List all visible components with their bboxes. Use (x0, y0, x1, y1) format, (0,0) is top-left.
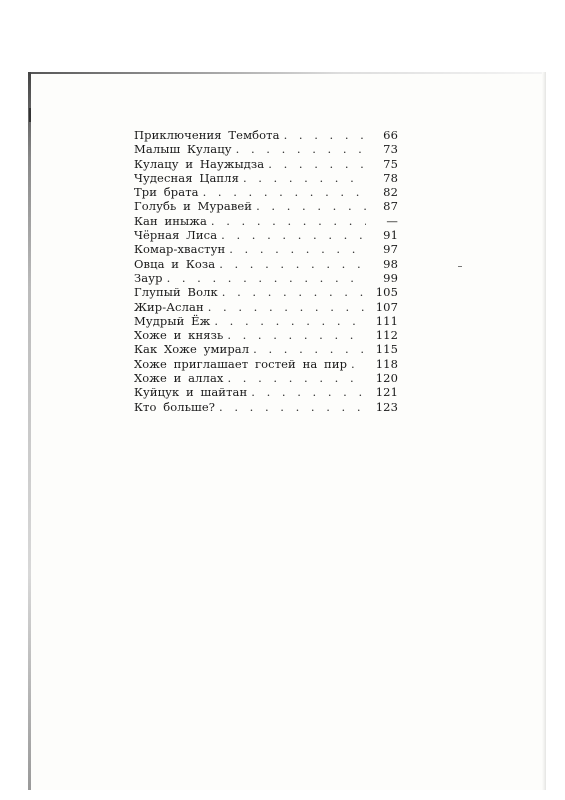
scan-artifact-mark (29, 108, 31, 122)
toc-dot-leader (229, 242, 366, 256)
toc-entry-page: 115 (375, 342, 398, 357)
toc-entry-title: Овца и Коза (134, 256, 216, 271)
toc-dot-leader (268, 157, 366, 171)
toc-entry (134, 157, 404, 171)
toc-entry-page: 123 (375, 399, 398, 414)
toc-entry-page: — (386, 213, 398, 228)
toc-entry (134, 214, 404, 228)
toc-dot-leader (203, 185, 366, 199)
toc-dot-leader (211, 214, 366, 228)
toc-entry-title: Чудесная Цапля (134, 170, 239, 185)
toc-dot-leader (222, 285, 366, 299)
toc-entry-page: 99 (383, 270, 398, 285)
toc-entry-title: Чёрная Лиса (134, 228, 218, 243)
toc-entry-title: Глупый Волк (134, 285, 218, 300)
scan-artifact-dot (458, 266, 462, 267)
toc-entry-title: Хоже приглашает гостей на пир (134, 356, 348, 371)
toc-entry-page: 111 (375, 313, 398, 328)
toc-entry-title: Заур (134, 270, 163, 285)
toc-entry (134, 199, 404, 213)
toc-dot-leader (351, 357, 366, 371)
toc-entry-title: Мудрый Ёж (134, 313, 211, 328)
toc-entry-page: 66 (383, 128, 398, 142)
toc-entry (134, 400, 404, 414)
toc-dot-leader (219, 257, 366, 271)
toc-entry (134, 300, 404, 314)
toc-entry-title: Кан иныжа (134, 213, 207, 228)
toc-dot-leader (227, 371, 366, 385)
toc-entry (134, 342, 404, 356)
toc-entry-page: 121 (375, 385, 398, 400)
toc-entry-page: 78 (383, 170, 398, 185)
toc-entry-title: Три брата (134, 185, 199, 200)
toc-entry-title: Как Хоже умирал (134, 342, 250, 357)
toc-entry-page: 82 (383, 185, 398, 200)
toc-entry (134, 314, 404, 328)
toc-dot-leader (253, 342, 366, 356)
toc-entry (134, 185, 404, 199)
toc-entry-page: 118 (375, 356, 398, 371)
toc-dot-leader (214, 314, 366, 328)
toc-entry (134, 128, 404, 142)
toc-entry (134, 257, 404, 271)
toc-entry-title: Приключения Тембота (134, 128, 280, 142)
toc-entry-title: Комар-хвастун (134, 242, 226, 257)
toc-entry (134, 228, 404, 242)
toc-dot-leader (221, 228, 366, 242)
toc-entry-page: 91 (383, 228, 398, 243)
toc-entry-page: 87 (383, 199, 398, 214)
toc-entry-title: Кулацу и Наужыдза (134, 156, 265, 171)
toc-entry-title: Жир-Аслан (134, 299, 204, 314)
sheet-right-edge (542, 72, 546, 790)
toc-entry-title: Хоже и аллах (134, 371, 224, 386)
toc-entry (134, 385, 404, 399)
toc-entry (134, 357, 404, 371)
toc-dot-leader (256, 199, 366, 213)
toc-entry-page: 75 (383, 156, 398, 171)
toc-entry (134, 328, 404, 342)
toc-entry (134, 371, 404, 385)
toc-entry (134, 171, 404, 185)
table-of-contents (134, 128, 404, 414)
toc-entry-page: 73 (383, 142, 398, 157)
toc-entry-page: 98 (383, 256, 398, 271)
toc-dot-leader (208, 300, 366, 314)
toc-entry-title: Малыш Кулацу (134, 142, 232, 157)
toc-entry (134, 242, 404, 256)
toc-dot-leader (167, 271, 366, 285)
toc-entry-page: 105 (375, 285, 398, 300)
toc-dot-leader (243, 171, 366, 185)
toc-dot-leader (227, 328, 366, 342)
toc-entry (134, 271, 404, 285)
toc-dot-leader (251, 385, 366, 399)
toc-entry-page: 120 (375, 371, 398, 386)
toc-dot-leader (236, 142, 366, 156)
sheet-top-edge (28, 72, 546, 74)
toc-entry-title: Куйцук и шайтан (134, 385, 248, 400)
sheet-left-edge (28, 72, 31, 790)
toc-entry-title: Голубь и Муравей (134, 199, 253, 214)
toc-entry-title: Хоже и князь (134, 328, 224, 343)
toc-dot-leader (284, 128, 366, 142)
toc-entry-page: 112 (375, 328, 398, 343)
toc-entry (134, 285, 404, 299)
toc-entry (134, 142, 404, 156)
toc-entry-page: 107 (375, 299, 398, 314)
toc-entry-title: Кто больше? (134, 399, 216, 414)
toc-entry-page: 97 (383, 242, 398, 257)
toc-dot-leader (219, 400, 366, 414)
